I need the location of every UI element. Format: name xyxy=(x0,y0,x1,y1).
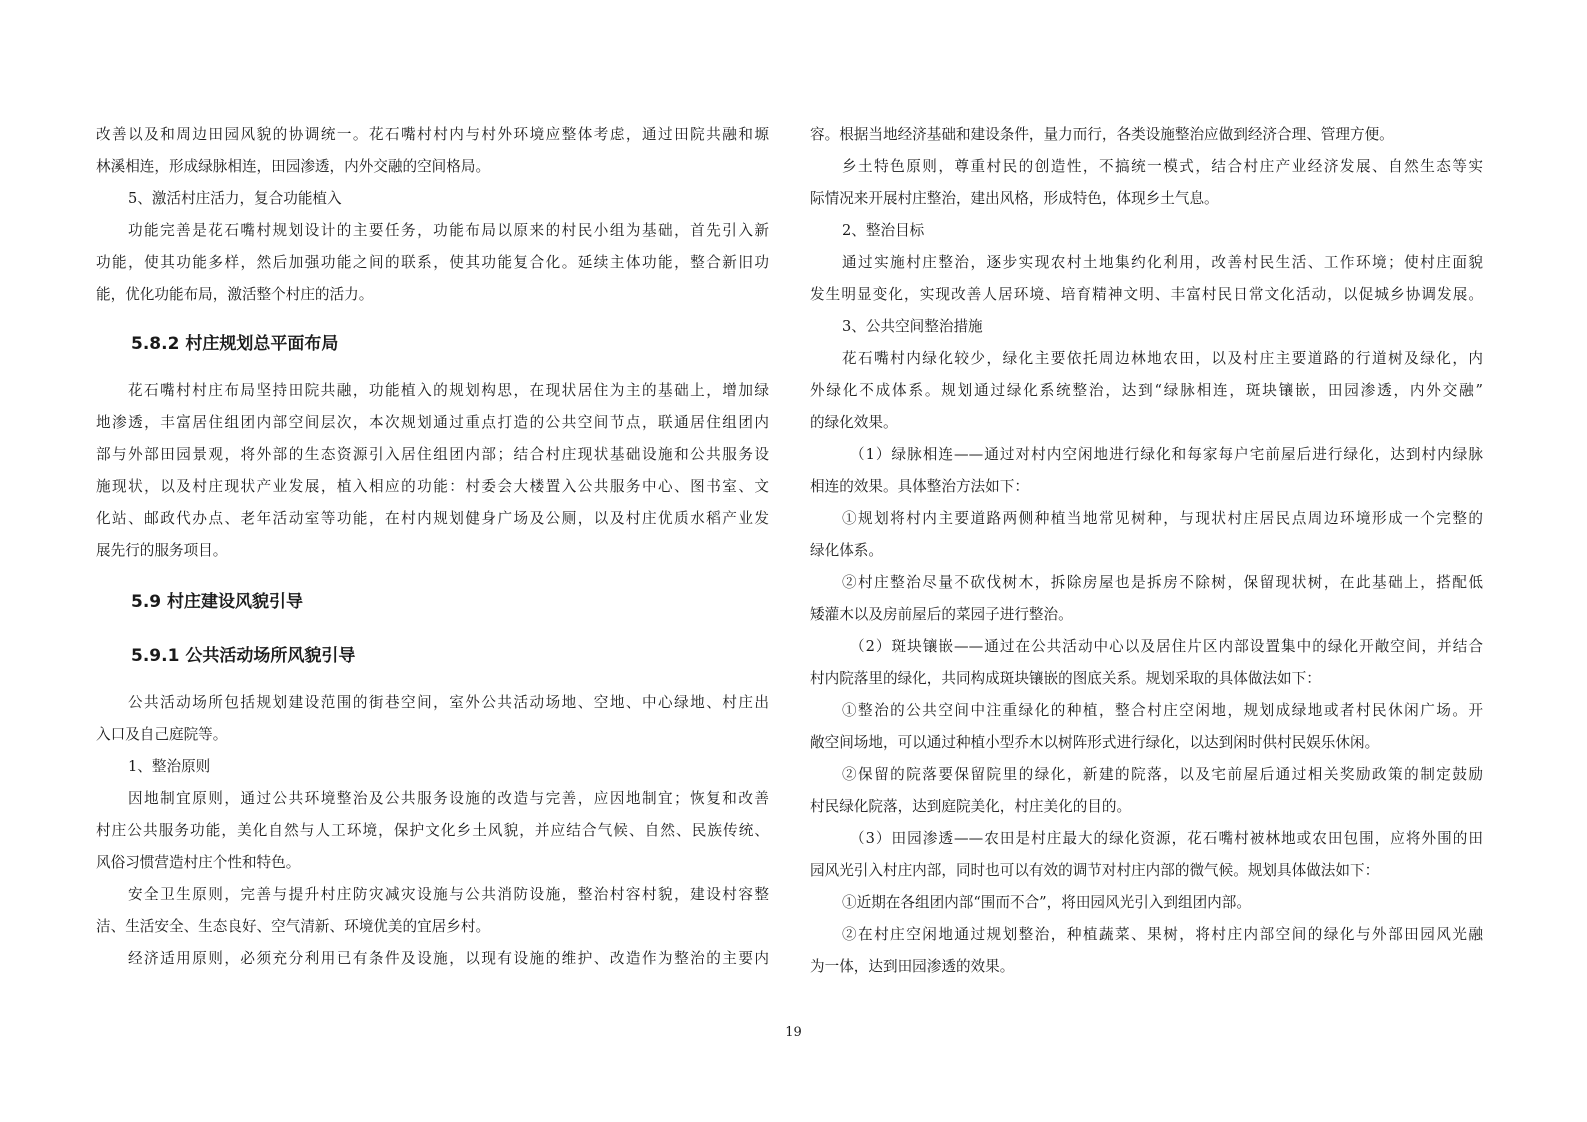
paragraph-line: 村庄公共服务功能，美化自然与人工环境，保护文化乡土风貌，并应结合气候、自然、民族传统、 xyxy=(96,822,769,839)
paragraph-line: 外绿化不成体系。规划通过绿化系统整治，达到“绿脉相连，斑块镶嵌，田园渗透，内外交融” xyxy=(810,382,1483,399)
paragraph-line: ①整治的公共空间中注重绿化的种植，整合村庄空闲地，规划成绿地或者村民休闲广场。开 xyxy=(842,702,1483,719)
paragraph-line: ②在村庄空闲地通过规划整治，种植蔬菜、果树，将村庄内部空间的绿化与外部田园风光融 xyxy=(842,926,1483,943)
paragraph-line: 部与外部田园景观，将外部的生态资源引入居住组团内部；结合村庄现状基础设施和公共服务设 xyxy=(96,446,769,463)
paragraph-line: 园风光引入村庄内部，同时也可以有效的调节对村庄内部的微气候。规划具体做法如下： xyxy=(810,862,1380,879)
list-item-title: 5、激活村庄活力，复合功能植入 xyxy=(128,190,342,207)
paragraph-line: 公共活动场所包括规划建设范围的街巷空间，室外公共活动场地、空地、中心绿地、村庄出 xyxy=(128,694,769,711)
paragraph-line: 容。根据当地经济基础和建设条件，量力而行，各类设施整治应做到经济合理、管理方便。 xyxy=(810,126,1394,143)
paragraph-line: ②村庄整治尽量不砍伐树木，拆除房屋也是拆房不除树，保留现状树，在此基础上，搭配低 xyxy=(842,574,1483,591)
paragraph-line: 功能完善是花石嘴村规划设计的主要任务，功能布局以原来的村民小组为基础，首先引入新 xyxy=(128,222,769,239)
paragraph-line: 林溪相连，形成绿脉相连，田园渗透，内外交融的空间格局。 xyxy=(96,158,491,175)
paragraph-line: 风俗习惯营造村庄个性和特色。 xyxy=(96,854,301,871)
paragraph-line: 洁、生活安全、生态良好、空气清新、环境优美的宜居乡村。 xyxy=(96,918,491,935)
paragraph-line: 矮灌木以及房前屋后的菜园子进行整治。 xyxy=(810,606,1073,623)
paragraph-line: 相连的效果。具体整治方法如下： xyxy=(810,478,1029,495)
section-heading-5-9-1: 5.9.1 公共活动场所风貌引导 xyxy=(131,646,356,666)
paragraph-line: 的绿化效果。 xyxy=(810,414,898,431)
paragraph-line: 通过实施村庄整治，逐步实现农村土地集约化利用，改善村民生活、工作环境；使村庄面貌 xyxy=(842,254,1483,271)
paragraph-line: 因地制宜原则，通过公共环境整治及公共服务设施的改造与完善，应因地制宜；恢复和改善 xyxy=(128,790,769,807)
paragraph-line: 地渗透，丰富居住组团内部空间层次，本次规划通过重点打造的公共空间节点，联通居住组团内 xyxy=(96,414,769,431)
paragraph-line: 绿化体系。 xyxy=(810,542,883,559)
paragraph-line: 化站、邮政代办点、老年活动室等功能，在村内规划健身广场及公厕，以及村庄优质水稻产业发 xyxy=(96,510,769,527)
section-heading-5-9: 5.9 村庄建设风貌引导 xyxy=(131,592,304,612)
paragraph-line: 际情况来开展村庄整治，建出风格，形成特色，体现乡土气息。 xyxy=(810,190,1219,207)
list-item-title: 3、公共空间整治措施 xyxy=(842,318,983,335)
paragraph-line: 村民绿化院落，达到庭院美化，村庄美化的目的。 xyxy=(810,798,1132,815)
paragraph-line: 入口及自己庭院等。 xyxy=(96,726,228,743)
paragraph-line: （2）斑块镶嵌——通过在公共活动中心以及居住片区内部设置集中的绿化开敞空间，并结合 xyxy=(850,638,1483,655)
paragraph-line: 施现状，以及村庄现状产业发展，植入相应的功能：村委会大楼置入公共服务中心、图书室、文 xyxy=(96,478,769,495)
paragraph-line: 安全卫生原则，完善与提升村庄防灾减灾设施与公共消防设施，整治村容村貌，建设村容整 xyxy=(128,886,769,903)
paragraph-line: 敞空间场地，可以通过种植小型乔木以树阵形式进行绿化，以达到闲时供村民娱乐休闲。 xyxy=(810,734,1380,751)
list-item-title: 2、整治目标 xyxy=(842,222,925,239)
paragraph-line: ①近期在各组团内部“围而不合”，将田园风光引入到组团内部。 xyxy=(842,894,1251,911)
paragraph-line: 展先行的服务项目。 xyxy=(96,542,228,559)
paragraph-line: 花石嘴村村庄布局坚持田院共融，功能植入的规划构思，在现状居住为主的基础上，增加绿 xyxy=(128,382,769,399)
paragraph-line: 发生明显变化，实现改善人居环境、培育精神文明、丰富村民日常文化活动，以促城乡协调发展。 xyxy=(810,286,1483,303)
paragraph-line: （3）田园渗透——农田是村庄最大的绿化资源，花石嘴村被林地或农田包围，应将外围的田 xyxy=(850,830,1483,847)
paragraph-line: 能，优化功能布局，激活整个村庄的活力。 xyxy=(96,286,374,303)
paragraph-line: 改善以及和周边田园风貌的协调统一。花石嘴村村内与村外环境应整体考虑，通过田院共融和塬 xyxy=(96,126,769,143)
paragraph-line: 村内院落里的绿化，共同构成斑块镶嵌的图底关系。规划采取的具体做法如下： xyxy=(810,670,1321,687)
paragraph-line: 经济适用原则，必须充分利用已有条件及设施，以现有设施的维护、改造作为整治的主要内 xyxy=(128,950,769,967)
list-item-title: 1、整治原则 xyxy=(128,758,211,775)
section-heading-5-8-2: 5.8.2 村庄规划总平面布局 xyxy=(131,334,339,354)
paragraph-line: （1）绿脉相连——通过对村内空闲地进行绿化和每家每户宅前屋后进行绿化，达到村内绿脉 xyxy=(850,446,1483,463)
paragraph-line: ②保留的院落要保留院里的绿化，新建的院落，以及宅前屋后通过相关奖励政策的制定鼓励 xyxy=(842,766,1483,783)
paragraph-line: 为一体，达到田园渗透的效果。 xyxy=(810,958,1015,975)
page-number: 19 xyxy=(785,1025,802,1040)
paragraph-line: 功能，使其功能多样，然后加强功能之间的联系，使其功能复合化。延续主体功能，整合新旧功 xyxy=(96,254,769,271)
paragraph-line: 花石嘴村内绿化较少，绿化主要依托周边林地农田，以及村庄主要道路的行道树及绿化，内 xyxy=(842,350,1483,367)
paragraph-line: ①规划将村内主要道路两侧种植当地常见树种，与现状村庄居民点周边环境形成一个完整的 xyxy=(842,510,1483,527)
paragraph-line: 乡土特色原则，尊重村民的创造性，不搞统一模式，结合村庄产业经济发展、自然生态等实 xyxy=(842,158,1483,175)
